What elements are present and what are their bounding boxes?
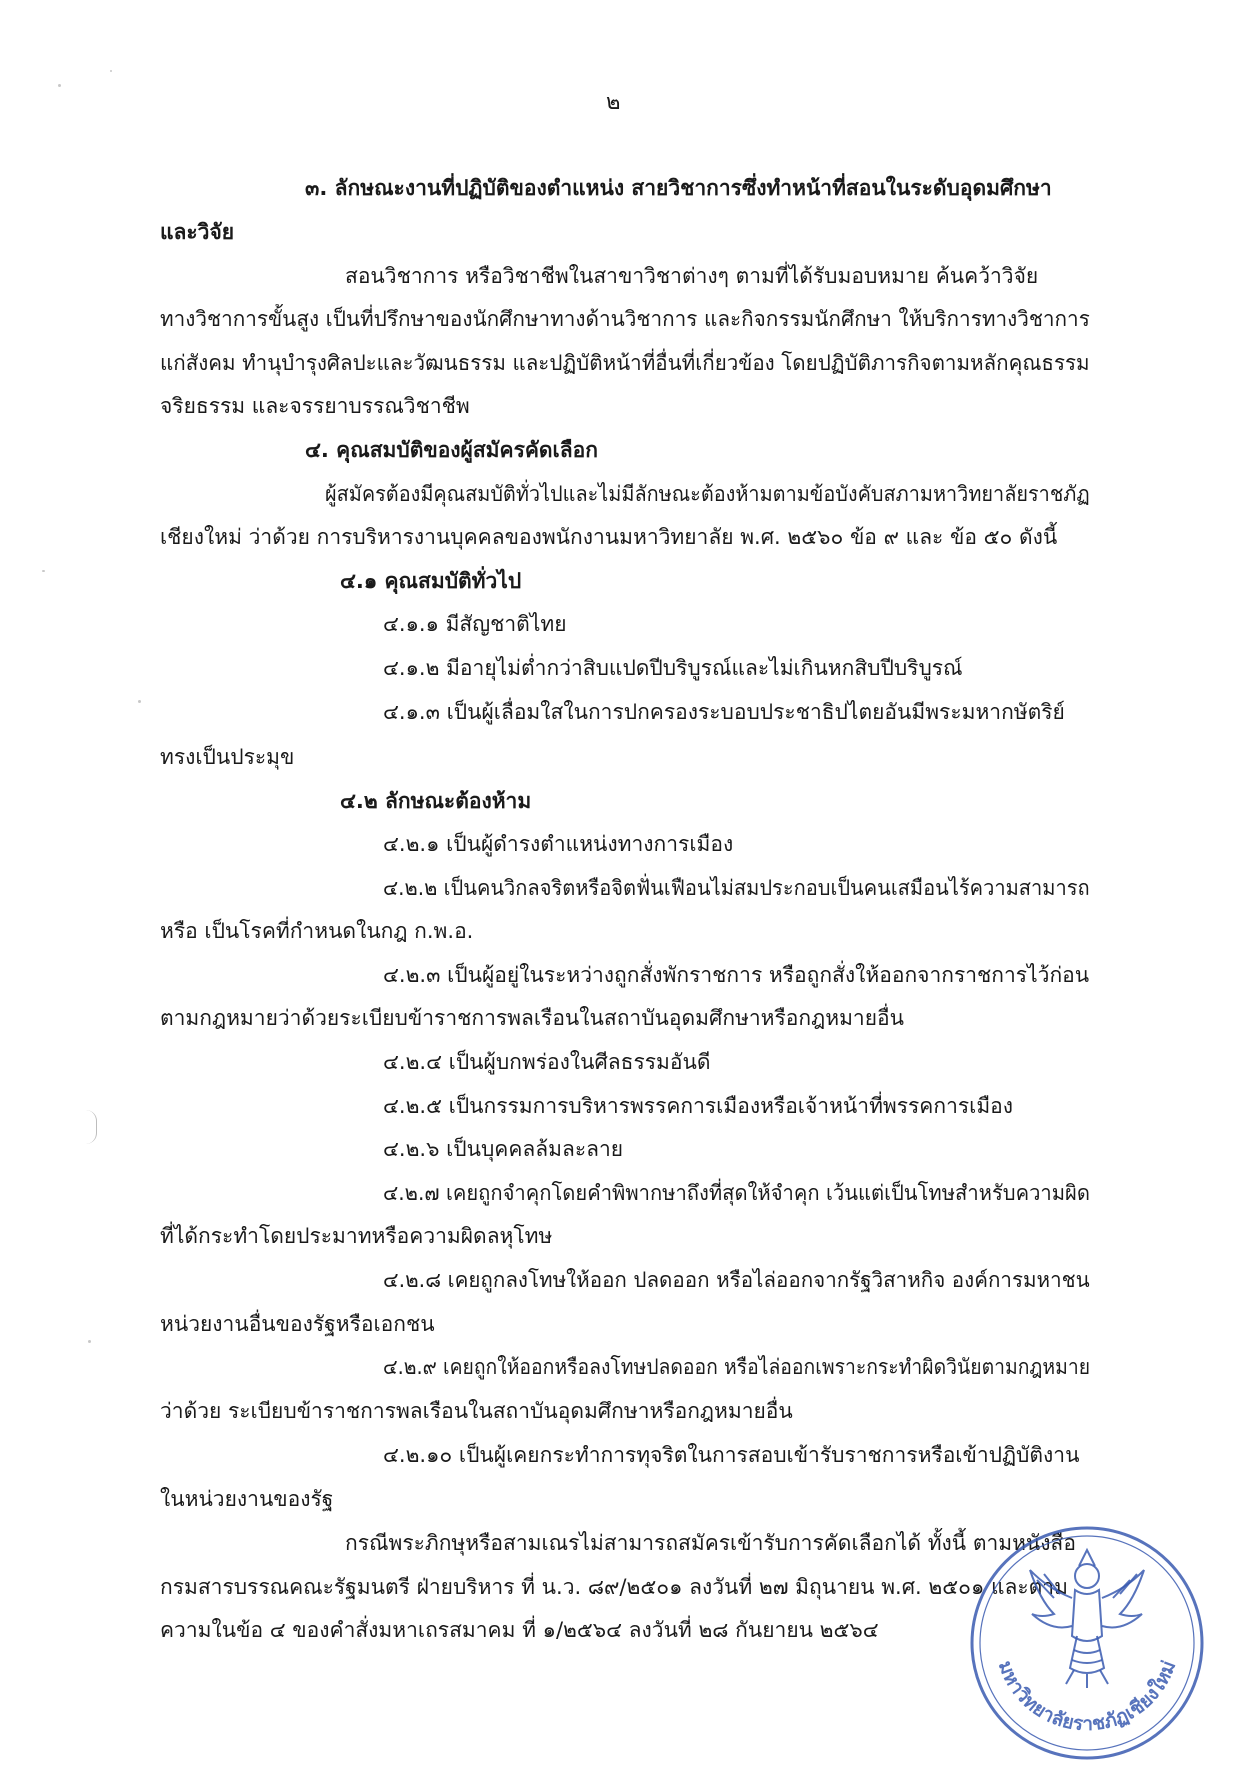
section-4-2-heading: ๔.๒ ลักษณะต้องห้าม bbox=[340, 789, 532, 813]
scan-speck bbox=[88, 1340, 91, 1343]
scan-speck bbox=[42, 570, 45, 572]
list-item-cont: ในหน่วยงานของรัฐ bbox=[160, 1487, 334, 1511]
list-item: ๔.๒.๙ เคยถูกให้ออกหรือลงโทษปลดออก หรือไล่ออกเพราะกระทำผิดวินัยตามกฎหมาย bbox=[383, 1355, 1091, 1379]
closing-paragraph-line: ความในข้อ ๔ ของคำสั่งมหาเถรสมาคม ที่ ๑/๒๕๖๔ ลงวันที่ ๒๘ กันยายน ๒๕๖๔ bbox=[160, 1618, 879, 1642]
list-item: ๔.๑.๓ เป็นผู้เลื่อมใสในการปกครองระบอบประชาธิปไตยอันมีพระมหากษัตริย์ bbox=[383, 700, 1065, 724]
list-item: ๔.๑.๒ มีอายุไม่ต่ำกว่าสิบแปดปีบริบูรณ์และไม่เกินหกสิบปีบริบูรณ์ bbox=[383, 656, 963, 680]
list-item: ๔.๒.๓ เป็นผู้อยู่ในระหว่างถูกสั่งพักราชการ หรือถูกสั่งให้ออกจากราชการไว้ก่อน bbox=[383, 963, 1090, 987]
svg-text:มหาวิทยาลัยราชภัฏเชียงใหม่ bbox=[994, 1658, 1181, 1735]
list-item: ๔.๒.๕ เป็นกรรมการบริหารพรรคการเมืองหรือเจ้าหน้าที่พรรคการเมือง bbox=[383, 1094, 1014, 1118]
university-seal-stamp bbox=[962, 1518, 1212, 1768]
closing-paragraph-line: กรมสารบรรณคณะรัฐมนตรี ฝ่ายบริหาร ที่ น.ว. ๘๙/๒๕๐๑ ลงวันที่ ๒๗ มิถุนายน พ.ศ. ๒๕๐๑ และตาม bbox=[160, 1575, 1068, 1599]
section-4-1-heading: ๔.๑ คุณสมบัติทั่วไป bbox=[340, 569, 522, 593]
list-item-cont: ที่ได้กระทำโดยประมาทหรือความผิดลหุโทษ bbox=[160, 1224, 553, 1248]
list-item: ๔.๑.๑ มีสัญชาติไทย bbox=[383, 612, 567, 636]
list-item-cont: ทรงเป็นประมุข bbox=[160, 745, 295, 769]
scan-speck bbox=[110, 70, 112, 72]
page-number: ๒ bbox=[606, 90, 621, 115]
closing-paragraph-line: กรณีพระภิกษุหรือสามเณรไม่สามารถสมัครเข้ารับการคัดเลือกได้ ทั้งนี้ ตามหนังสือ bbox=[345, 1531, 1076, 1555]
list-item: ๔.๒.๖ เป็นบุคคลล้มละลาย bbox=[383, 1137, 624, 1161]
scan-speck bbox=[138, 700, 141, 703]
section-3-heading: ๓. ลักษณะงานที่ปฏิบัติของตำแหน่ง สายวิชาการซึ่งทำหน้าที่สอนในระดับอุดมศึกษา bbox=[305, 176, 1052, 200]
section-3-paragraph-line: ทางวิชาการขั้นสูง เป็นที่ปรึกษาของนักศึกษาทางด้านวิชาการ และกิจกรรมนักศึกษา ให้บริการทางวิชาการ bbox=[160, 307, 1090, 331]
list-item-cont: หน่วยงานอื่นของรัฐหรือเอกชน bbox=[160, 1312, 435, 1336]
section-4-intro-line: เชียงใหม่ ว่าด้วย การบริหารงานบุคคลของพนักงานมหาวิทยาลัย พ.ศ. ๒๕๖๐ ข้อ ๙ และ ข้อ ๕๐ ดังนี้ bbox=[160, 525, 1058, 549]
list-item: ๔.๒.๑ เป็นผู้ดำรงตำแหน่งทางการเมือง bbox=[383, 832, 734, 856]
list-item: ๔.๒.๘ เคยถูกลงโทษให้ออก ปลดออก หรือไล่ออกจากรัฐวิสาหกิจ องค์การมหาชน bbox=[383, 1268, 1090, 1292]
section-4-heading: ๔. คุณสมบัติของผู้สมัครคัดเลือก bbox=[305, 438, 598, 462]
scan-speck bbox=[58, 84, 61, 87]
section-3-paragraph-line: แก่สังคม ทำนุบำรุงศิลปะและวัฒนธรรม และปฏิบัติหน้าที่อื่นที่เกี่ยวข้อง โดยปฏิบัติภารกิจตามหลักคุณธรรม bbox=[160, 351, 1090, 375]
section-3-paragraph-line: สอนวิชาการ หรือวิชาชีพในสาขาวิชาต่างๆ ตามที่ได้รับมอบหมาย ค้นคว้าวิจัย bbox=[345, 264, 1039, 288]
section-3-paragraph-line: จริยธรรม และจรรยาบรรณวิชาชีพ bbox=[160, 394, 470, 418]
garuda-seal-icon bbox=[1030, 1550, 1144, 1688]
list-item: ๔.๒.๒ เป็นคนวิกลจริตหรือจิตฟั่นเฟือนไม่สมประกอบเป็นคนเสมือนไร้ความสามารถ bbox=[383, 876, 1090, 900]
list-item: ๔.๒.๑๐ เป็นผู้เคยกระทำการทุจริตในการสอบเข้ารับราชการหรือเข้าปฏิบัติงาน bbox=[383, 1443, 1080, 1467]
section-3-heading-cont: และวิจัย bbox=[160, 220, 235, 244]
list-item-cont: หรือ เป็นโรคที่กำหนดในกฎ ก.พ.อ. bbox=[160, 919, 474, 943]
list-item-cont: ตามกฎหมายว่าด้วยระเบียบข้าราชการพลเรือนในสถาบันอุดมศึกษาหรือกฎหมายอื่น bbox=[160, 1006, 904, 1030]
section-4-intro-line: ผู้สมัครต้องมีคุณสมบัติทั่วไปและไม่มีลักษณะต้องห้ามตามข้อบังคับสภามหาวิทยาลัยราชภัฏ bbox=[325, 482, 1090, 506]
list-item: ๔.๒.๔ เป็นผู้บกพร่องในศีลธรรมอันดี bbox=[383, 1050, 711, 1074]
list-item-cont: ว่าด้วย ระเบียบข้าราชการพลเรือนในสถาบันอุดมศึกษาหรือกฎหมายอื่น bbox=[160, 1399, 793, 1423]
seal-text: มหาวิทยาลัยราชภัฏเชียงใหม่ bbox=[993, 1657, 1181, 1736]
margin-mark bbox=[86, 1110, 97, 1144]
list-item: ๔.๒.๗ เคยถูกจำคุกโดยคำพิพากษาถึงที่สุดให้จำคุก เว้นแต่เป็นโทษสำหรับความผิด bbox=[383, 1181, 1090, 1205]
